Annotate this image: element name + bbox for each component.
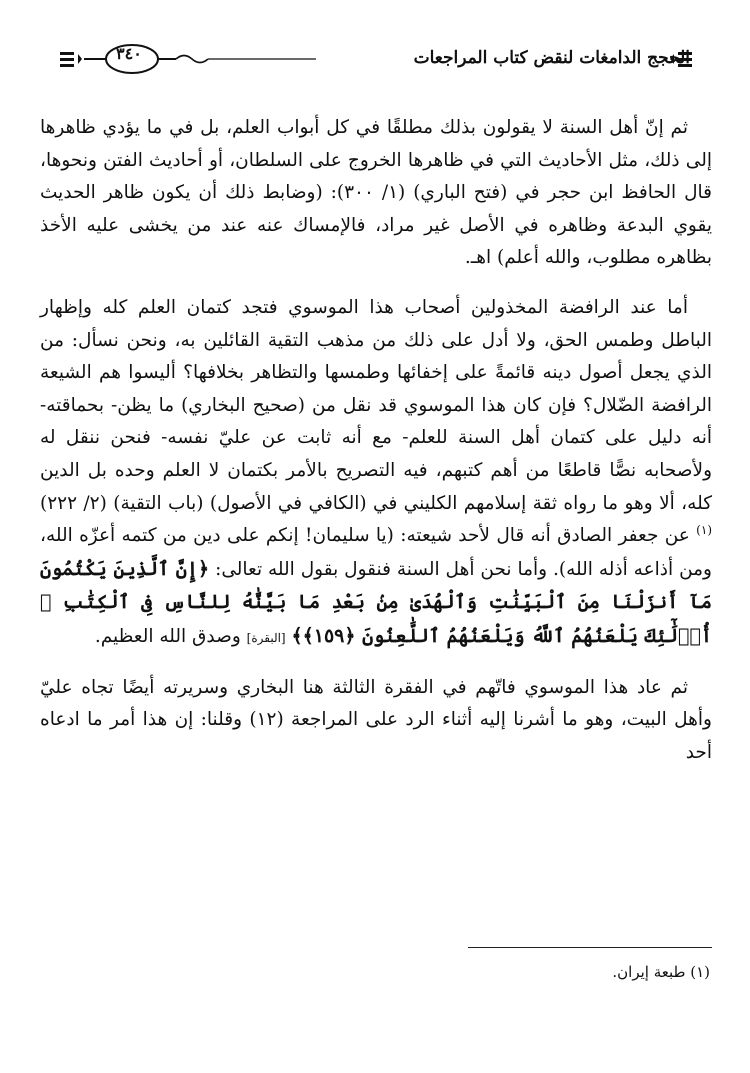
page-number: ٣٤٠ — [116, 44, 142, 63]
surah-reference: [البقرة] — [246, 630, 286, 645]
book-title: الحجج الدامغات لنقض كتاب المراجعات — [413, 48, 690, 68]
paragraph-2-text-b: عن جعفر الصادق أنه قال لأحد شيعته: (يا سليمان! إنكم على دين من كتمه أعزّه الله، ومن أذاعه أذله الله). وأما نحن أهل السنة فنقول بقول الله تعالى: — [40, 525, 712, 580]
running-header — [58, 42, 698, 78]
paragraph-2 — [40, 292, 712, 655]
paragraph-1: ثم إنّ أهل السنة لا يقولون بذلك مطلقًا في كل أبواب العلم، بل في ما يؤدي ظاهرها إلى ذلك، مثل الأحاديث التي في ظاهرها الخروج على السلطان، أو أحاديث الفتن ونحوها، قال الحافظ ابن حجر في (فتح الباري) (١/ ٣٠٠): (وضابط ذلك أن يكون ظاهر الحديث يقوي البدعة وظاهره في الأصل غير مراد، فالإمساك عنه عند من يخشى عليه الأخذ بظاهره مطلوب، والله أعلم) اهـ. — [40, 117, 712, 269]
footnote-separator — [468, 947, 712, 948]
paragraph-3: ثم عاد هذا الموسوي فاتّهم في الفقرة الثالثة هنا البخاري وسريرته أيضًا تجاه عليّ وأهل البيت، وهو ما أشرنا إليه أثناء الرد على المراجعة (١٢) وقلنا: إن هذا أمر ما ادعاه أحد — [40, 676, 712, 763]
paragraph-2-text-a: أما عند الرافضة المخذولين أصحاب هذا الموسوي فتجد كتمان العلم كله وإظهار الباطل وطمس الحق، ولا أدل على ذلك من مذهب التقية القائلين به، ونحن نسأل: من الذي يجعل أصول دينه قائمةً على إخفائها وطمسها والتظاهر بخلافها؟ أليسوا هم الشيعة الرافضة الضّلال؟ فإن كان هذا الموسوي قد نقل من (صحيح البخاري) ما يظن- بحماقته- أنه دليل على كتمان أهل السنة للعلم- مع أنه ثابت عن عليّ نفسه- فنحن ننقل له ولأصحابه نصًّا قاطعًا من أهم كتبهم، فيه التصريح بالأمر بكتمان لا العلم وحده بل الدين كله، ألا وهو ما رواه ثقة إسلامهم الكليني في (الكافي في الأصول) (باب التقية) (٢/ ٢٢٢) — [40, 296, 713, 514]
paragraph-2-text-c: وصدق الله العظيم. — [94, 625, 247, 647]
footnote-marker: (١) — [696, 522, 712, 537]
quran-verse: ﴿إِنَّ ٱلَّذِينَ يَكْتُمُونَ مَآ أَنزَلْنَا مِنَ ٱلْبَيِّنَٰتِ وَٱلْهُدَىٰ مِنۢ بَعْدِ مَا بَيَّنَّٰهُ لِلنَّاسِ فِى ٱلْكِتَٰبِ ۙ أُو۟لَٰٓئِكَ يَلْعَنُهُمُ ٱللَّهُ وَيَلْعَنُهُمُ ٱللَّٰعِنُونَ ﴿١٥٩﴾﴾ — [40, 557, 712, 647]
footnote-1: (١) طبعة إيران. — [612, 963, 710, 981]
main-text — [40, 112, 712, 769]
